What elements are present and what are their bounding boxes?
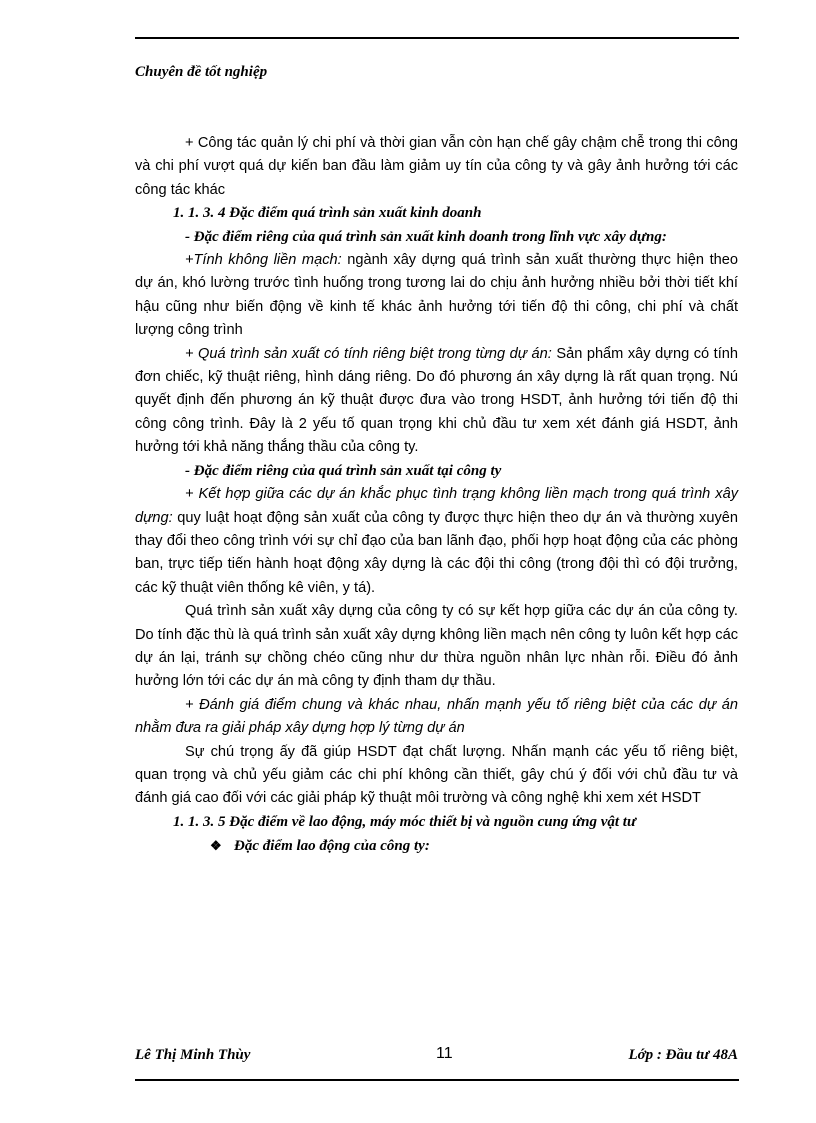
paragraph-label: + Kết hợp giữa các dự án khắc phục tình trạng không liền mạch trong quá trình xây dựng: [135, 486, 738, 526]
paragraph-label: + Đánh giá điểm chung và khác nhau, nhấn mạnh yếu tố riêng biệt của các dự án nhằm đưa ra giải pháp xây dựng hợp lý từng dự án [135, 696, 738, 737]
paragraph-text: ngành xây dựng quá trình sản xuất thường thực hiện theo dự án, khó lường trước tình huống trong tương lai do chịu ảnh hưởng nhiều bởi thời tiết khí hậu cũng như biến động về kinh tế khác ảnh hưởng tới tiến độ thi công, chi phí và chất lượng công trình [135, 252, 739, 339]
bullet-heading [135, 834, 738, 858]
subsection-heading: - Đặc điểm riêng của quá trình sản xuất tại công ty [185, 462, 502, 479]
section-heading: 1. 1. 3. 4 Đặc điểm quá trình sản xuất kinh doanh [173, 205, 482, 222]
footer-class: Lớp : Đầu tư 48A [628, 1047, 738, 1063]
document-body [135, 132, 738, 859]
bullet-heading-text: Đặc điểm lao động của công ty: [234, 838, 430, 855]
header-rule [135, 37, 739, 39]
paragraph [135, 483, 738, 600]
section-heading: 1. 1. 3. 5 Đặc điểm về lao động, máy móc thiết bị và nguồn cung ứng vật tư [173, 813, 636, 830]
paragraph: + Công tác quản lý chi phí và thời gian vẫn còn hạn chế gây chậm chễ trong thi công và chi phí vượt quá dự kiến ban đầu làm giảm uy tín của công ty và gây ảnh hưởng tới các công tác khác [135, 135, 738, 198]
paragraph-label: + Quá trình sản xuất có tính riêng biệt trong từng dự án: [185, 345, 552, 362]
diamond-bullet-icon: ❖ [210, 838, 222, 854]
paragraph-text: quy luật hoạt động sản xuất của công ty được thực hiện theo dự án và thường xuyên thay đổi theo công trình với sự chỉ đạo của ban lãnh đạo, phối hợp hoạt động của các phòng ban, trực tiếp tiến hành hoạt động xây dựng là các đội thi công (trong đội thì có đội trưởng, các kỹ thuật viên thống kê viên, y tá). [135, 509, 738, 596]
footer-page-number: 11 [436, 1045, 453, 1062]
paragraph [135, 694, 738, 741]
paragraph-text: Sản phẩm xây dựng có tính đơn chiếc, kỹ thuật riêng, hình dáng riêng. Do đó phương án xây dựng là rất quan trọng. Nú quyết định đến phương án kỹ thuật được đưa vào trong HSDT, ảnh hưởng tới tiến độ thi công công trình. Đây là 2 yếu tố quan trọng khi chủ đầu tư xem xét đánh giá HSDT, ảnh hưởng tới khả năng thắng thầu của công ty. [135, 345, 738, 456]
paragraph [135, 249, 738, 343]
paragraph-label: +Tính không liền mạch: [185, 252, 342, 269]
paragraph: Sự chú trọng ấy đã giúp HSDT đạt chất lượng. Nhấn mạnh các yếu tố riêng biệt, quan trọng và chủ yếu giảm các chi phí không cần thiết, gây chú ý đối với chủ đầu tư và đánh giá cao đối với các giải pháp kỹ thuật môi trường và công nghệ khi xem xét HSDT [135, 743, 738, 807]
document-header-title: Chuyên đề tốt nghiệp [135, 64, 268, 80]
subsection-heading: - Đặc điểm riêng của quá trình sản xuất kinh doanh trong lĩnh vực xây dựng: [185, 228, 667, 245]
paragraph [135, 343, 738, 460]
footer-author: Lê Thị Minh Thùy [135, 1047, 251, 1063]
footer-rule [135, 1079, 739, 1081]
paragraph: Quá trình sản xuất xây dựng của công ty có sự kết hợp giữa các dự án của công ty. Do tính đặc thù là quá trình sản xuất xây dựng không liền mạch nên công ty luôn kết hợp các dự án lại, tránh sự chồng chéo cũng như dư thừa nguồn nhân lực nhàn rỗi. Điều đó ảnh hưởng lớn tới các dự án mà công ty định tham dự thầu. [135, 603, 738, 690]
